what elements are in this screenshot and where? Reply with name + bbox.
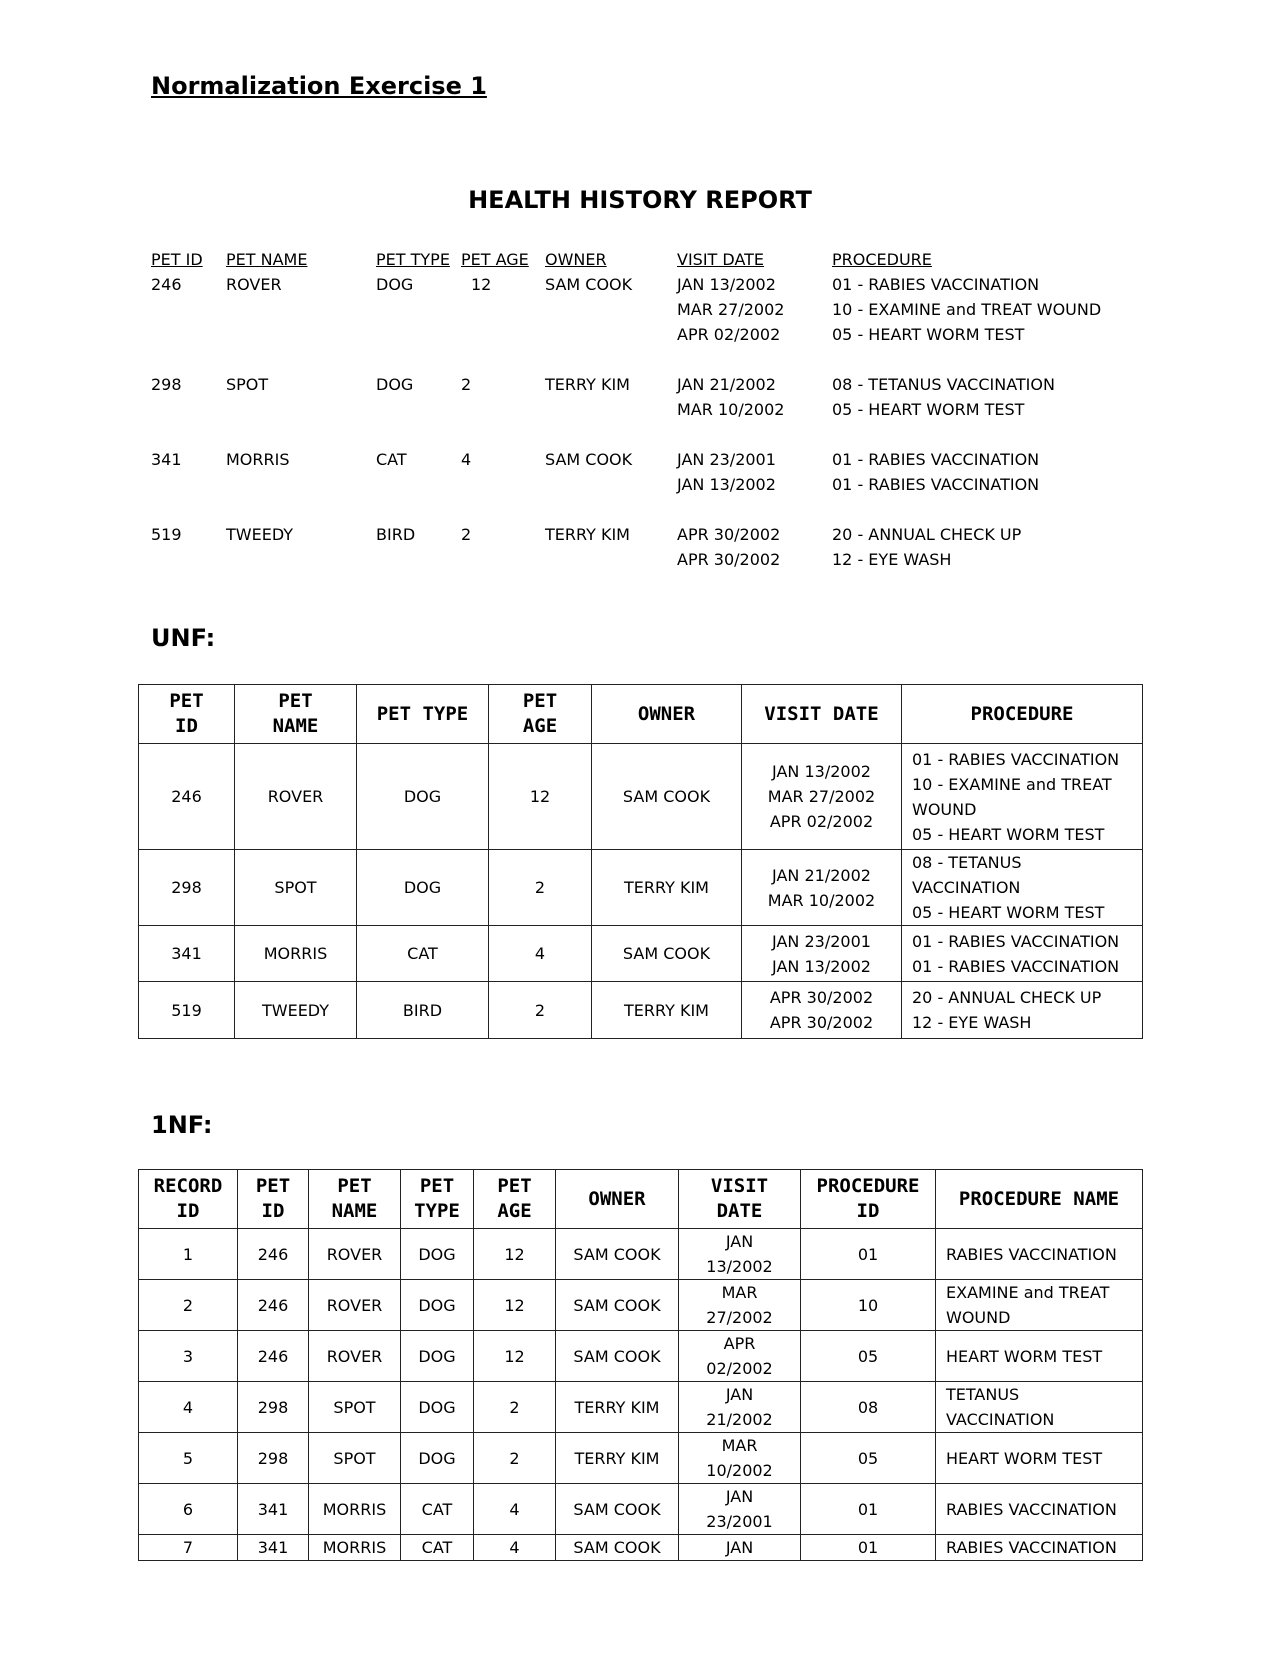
unf-cell-visit-dates [742, 850, 902, 926]
nf1-label: 1NF: [151, 1111, 213, 1139]
unf-cell-visit-dates [742, 926, 902, 982]
nf1-procedure-name: EXAMINE and TREAT [946, 1283, 1110, 1302]
report-pet-name: ROVER [226, 275, 282, 294]
unf-header-text: AGE [522, 715, 558, 737]
nf1-visit-date: MAR [721, 1436, 758, 1455]
unf-visit-date: JAN 23/2001 [772, 931, 871, 951]
report-procedure: 20 - ANNUAL CHECK UP [832, 525, 1022, 544]
unf-cell-pet-id: 246 [139, 744, 235, 850]
report-procedure: 01 - RABIES VACCINATION [832, 450, 1040, 469]
nf1-cell-owner: SAM COOK [556, 1331, 679, 1382]
nf1-header-text: PROCEDURE NAME [958, 1187, 1120, 1210]
nf1-cell-record-id: 5 [139, 1433, 238, 1484]
nf1-row [139, 1331, 1143, 1382]
nf1-cell-pet-type: DOG [401, 1280, 474, 1331]
unf-header-text: PET [278, 690, 313, 712]
nf1-visit-date: JAN [725, 1487, 754, 1506]
unf-header-text: PET [169, 690, 204, 712]
nf1-header-text: PET [337, 1175, 372, 1197]
nf1-cell-pet-age: 12 [474, 1229, 556, 1280]
nf1-header-text: AGE [497, 1200, 532, 1222]
report-header-procedure: PROCEDURE [832, 250, 932, 269]
nf1-cell-visit-date [679, 1229, 801, 1280]
nf1-cell-record-id: 4 [139, 1382, 238, 1433]
report-title: HEALTH HISTORY REPORT [468, 186, 812, 214]
nf1-cell-procedure-id: 05 [801, 1433, 936, 1484]
nf1-row [139, 1280, 1143, 1331]
nf1-visit-date: APR [723, 1334, 756, 1353]
unf-header-cell [489, 685, 592, 744]
nf1-cell-pet-id: 341 [238, 1484, 309, 1535]
report-visit-date: JAN 13/2002 [677, 475, 776, 494]
unf-cell-procedures [902, 982, 1143, 1039]
unf-cell-procedures [902, 850, 1143, 926]
unf-cell-pet-type: BIRD [357, 982, 489, 1039]
unf-header-cell [235, 685, 357, 744]
report-procedure: 08 - TETANUS VACCINATION [832, 375, 1055, 394]
unf-header-cell [357, 685, 489, 744]
unf-header-text: PET [522, 690, 558, 712]
unf-cell-pet-age: 2 [489, 982, 592, 1039]
nf1-cell-pet-id: 246 [238, 1331, 309, 1382]
unf-procedure: 01 - RABIES VACCINATION [912, 956, 1120, 976]
nf1-cell-pet-age: 12 [474, 1331, 556, 1382]
nf1-procedure-name: RABIES VACCINATION [946, 1538, 1117, 1557]
nf1-cell-pet-type: DOG [401, 1331, 474, 1382]
unf-visit-date: APR 02/2002 [769, 812, 874, 831]
unf-visit-date: MAR 27/2002 [767, 787, 876, 806]
nf1-cell-record-id: 6 [139, 1484, 238, 1535]
nf1-cell-pet-id: 341 [238, 1535, 309, 1561]
nf1-cell-owner: SAM COOK [556, 1229, 679, 1280]
report-pet-age: 2 [461, 525, 472, 544]
nf1-header-text: TYPE [414, 1200, 460, 1222]
nf1-cell-procedure-id: 10 [801, 1280, 936, 1331]
unf-cell-procedures [902, 926, 1143, 982]
report-header-pet-id: PET ID [151, 250, 203, 269]
nf1-header-text: PET [497, 1175, 532, 1197]
nf1-header-text: OWNER [588, 1187, 646, 1210]
report-visit-date: MAR 10/2002 [677, 400, 785, 419]
nf1-header-text: NAME [331, 1200, 378, 1222]
nf1-row [139, 1535, 1143, 1561]
unf-procedure: 20 - ANNUAL CHECK UP [912, 988, 1102, 1007]
nf1-cell-pet-name: MORRIS [309, 1484, 401, 1535]
nf1-row [139, 1229, 1143, 1280]
nf1-header-cell [474, 1170, 556, 1229]
nf1-cell-pet-name: ROVER [309, 1331, 401, 1382]
nf1-header-row [139, 1170, 1143, 1229]
report-visit-date: JAN 21/2002 [677, 375, 776, 394]
nf1-procedure-name: WOUND [946, 1308, 1011, 1327]
nf1-header-text: ID [176, 1200, 200, 1222]
nf1-procedure-name: HEART WORM TEST [946, 1346, 1103, 1366]
unf-header-cell [592, 685, 742, 744]
report-pet-id: 341 [151, 450, 182, 469]
unf-table [138, 684, 1143, 1039]
nf1-visit-date: 21/2002 [706, 1410, 773, 1429]
report-visit-date: JAN 23/2001 [677, 450, 776, 469]
nf1-cell-procedure-name [936, 1433, 1143, 1484]
report-header-pet-type: PET TYPE [376, 250, 450, 269]
nf1-visit-date: 02/2002 [706, 1359, 773, 1378]
unf-cell-procedures [902, 744, 1143, 850]
unf-row [139, 926, 1143, 982]
report-visit-date: APR 02/2002 [677, 325, 781, 344]
report-pet-id: 246 [151, 275, 182, 294]
report-header-visit-date: VISIT DATE [677, 250, 765, 269]
nf1-cell-record-id: 7 [139, 1535, 238, 1561]
report-procedure: 10 - EXAMINE and TREAT WOUND [832, 300, 1102, 319]
report-procedure: 01 - RABIES VACCINATION [832, 475, 1040, 494]
unf-cell-pet-name: MORRIS [235, 926, 357, 982]
nf1-cell-pet-id: 298 [238, 1433, 309, 1484]
unf-cell-pet-id: 298 [139, 850, 235, 926]
report-pet-name: SPOT [226, 375, 269, 394]
nf1-cell-record-id: 2 [139, 1280, 238, 1331]
nf1-cell-visit-date [679, 1484, 801, 1535]
report-pet-type: BIRD [376, 525, 416, 544]
unf-visit-date: APR 30/2002 [769, 988, 874, 1007]
unf-row [139, 744, 1143, 850]
nf1-header-text: PROCEDURE [816, 1175, 920, 1197]
nf1-cell-owner: TERRY KIM [556, 1433, 679, 1484]
report-procedure: 05 - HEART WORM TEST [832, 325, 1025, 344]
nf1-cell-pet-id: 246 [238, 1280, 309, 1331]
nf1-row [139, 1484, 1143, 1535]
unf-cell-pet-age: 12 [489, 744, 592, 850]
report-owner: SAM COOK [545, 450, 633, 469]
document-title: Normalization Exercise 1 [151, 72, 487, 100]
nf1-header-text: DATE [716, 1200, 763, 1222]
unf-label: UNF: [151, 624, 216, 652]
unf-header-text: PROCEDURE [970, 702, 1074, 725]
nf1-header-cell [309, 1170, 401, 1229]
nf1-procedure-name: RABIES VACCINATION [946, 1499, 1117, 1519]
nf1-row [139, 1382, 1143, 1433]
report-visit-date: APR 30/2002 [677, 550, 781, 569]
nf1-cell-pet-type: DOG [401, 1433, 474, 1484]
nf1-cell-pet-type: DOG [401, 1382, 474, 1433]
nf1-cell-procedure-id: 01 [801, 1229, 936, 1280]
nf1-cell-procedure-name [936, 1331, 1143, 1382]
nf1-cell-pet-age: 2 [474, 1382, 556, 1433]
nf1-header-cell [556, 1170, 679, 1229]
nf1-header-cell [801, 1170, 936, 1229]
unf-visit-date: JAN 21/2002 [772, 865, 871, 885]
report-pet-id: 298 [151, 375, 182, 394]
nf1-header-text: ID [261, 1200, 285, 1222]
unf-procedure: 05 - HEART WORM TEST [912, 903, 1105, 922]
nf1-cell-procedure-name [936, 1280, 1143, 1331]
nf1-header-text: PET [255, 1175, 291, 1197]
nf1-visit-date: 10/2002 [706, 1461, 773, 1480]
unf-procedure: WOUND [912, 799, 977, 819]
report-pet-type: CAT [376, 450, 407, 469]
nf1-cell-procedure-name [936, 1382, 1143, 1433]
nf1-procedure-name: RABIES VACCINATION [946, 1244, 1117, 1264]
unf-procedure: 12 - EYE WASH [912, 1013, 1032, 1032]
unf-cell-pet-age: 2 [489, 850, 592, 926]
report-pet-name: TWEEDY [226, 525, 294, 544]
unf-cell-pet-name: ROVER [235, 744, 357, 850]
unf-visit-date: APR 30/2002 [769, 1013, 874, 1032]
nf1-procedure-name: HEART WORM TEST [946, 1448, 1103, 1468]
unf-procedure: 01 - RABIES VACCINATION [912, 931, 1120, 951]
nf1-cell-procedure-id: 08 [801, 1382, 936, 1433]
unf-row [139, 982, 1143, 1039]
unf-cell-visit-dates [742, 744, 902, 850]
report-header-owner: OWNER [545, 250, 607, 269]
unf-header-text: OWNER [637, 702, 696, 725]
nf1-cell-record-id: 3 [139, 1331, 238, 1382]
report-pet-age: 2 [461, 375, 472, 394]
nf1-cell-pet-type: CAT [401, 1484, 474, 1535]
nf1-header-cell [936, 1170, 1143, 1229]
nf1-header-text: RECORD [153, 1175, 223, 1197]
nf1-header-text: PET [419, 1175, 455, 1197]
nf1-cell-procedure-name [936, 1535, 1143, 1561]
nf1-header-cell [679, 1170, 801, 1229]
unf-header-cell [742, 685, 902, 744]
unf-cell-pet-name: SPOT [235, 850, 357, 926]
unf-visit-date: JAN 13/2002 [772, 762, 871, 781]
report-procedure: 01 - RABIES VACCINATION [832, 275, 1040, 294]
unf-cell-pet-age: 4 [489, 926, 592, 982]
nf1-cell-procedure-id: 05 [801, 1331, 936, 1382]
nf1-table [138, 1169, 1143, 1561]
unf-row [139, 850, 1143, 926]
unf-cell-pet-id: 341 [139, 926, 235, 982]
nf1-cell-procedure-name [936, 1484, 1143, 1535]
nf1-cell-pet-id: 246 [238, 1229, 309, 1280]
report-pet-type: DOG [376, 375, 414, 394]
nf1-header-cell [139, 1170, 238, 1229]
nf1-procedure-name: VACCINATION [946, 1410, 1055, 1429]
report-procedure: 12 - EYE WASH [832, 550, 952, 569]
nf1-cell-owner: SAM COOK [556, 1280, 679, 1331]
nf1-visit-date: JAN [725, 1232, 754, 1251]
nf1-cell-pet-age: 4 [474, 1535, 556, 1561]
nf1-cell-owner: SAM COOK [556, 1535, 679, 1561]
report-pet-id: 519 [151, 525, 182, 544]
unf-visit-date: JAN 13/2002 [772, 956, 871, 976]
nf1-cell-record-id: 1 [139, 1229, 238, 1280]
unf-cell-owner: TERRY KIM [592, 982, 742, 1039]
nf1-row [139, 1433, 1143, 1484]
nf1-cell-procedure-id: 01 [801, 1484, 936, 1535]
nf1-header-cell [238, 1170, 309, 1229]
nf1-cell-visit-date [679, 1535, 801, 1561]
nf1-visit-date: 27/2002 [706, 1308, 773, 1327]
unf-header-row [139, 685, 1143, 744]
unf-procedure: 08 - TETANUS [912, 853, 1022, 872]
unf-header-text: VISIT DATE [764, 702, 879, 725]
nf1-header-text: VISIT [710, 1175, 769, 1197]
unf-header-text: NAME [272, 715, 319, 737]
nf1-visit-date: JAN [725, 1385, 754, 1404]
unf-header-text: ID [175, 715, 198, 737]
nf1-visit-date: 23/2001 [706, 1512, 773, 1531]
nf1-cell-visit-date [679, 1331, 801, 1382]
unf-procedure: VACCINATION [912, 878, 1021, 897]
unf-cell-pet-type: DOG [357, 744, 489, 850]
report-header-pet-name: PET NAME [226, 250, 308, 269]
nf1-cell-owner: TERRY KIM [556, 1382, 679, 1433]
unf-cell-owner: SAM COOK [592, 744, 742, 850]
nf1-cell-pet-id: 298 [238, 1382, 309, 1433]
report-pet-name: MORRIS [226, 450, 290, 469]
unf-procedure: 01 - RABIES VACCINATION [912, 749, 1120, 769]
report-owner: TERRY KIM [545, 375, 630, 394]
unf-cell-owner: SAM COOK [592, 926, 742, 982]
unf-cell-pet-type: CAT [357, 926, 489, 982]
report-owner: TERRY KIM [545, 525, 630, 544]
unf-visit-date: MAR 10/2002 [767, 890, 876, 910]
nf1-cell-pet-type: CAT [401, 1535, 474, 1561]
nf1-cell-pet-type: DOG [401, 1229, 474, 1280]
nf1-cell-pet-name: SPOT [309, 1433, 401, 1484]
report-visit-date: MAR 27/2002 [677, 300, 785, 319]
nf1-visit-date: MAR [721, 1283, 758, 1302]
nf1-cell-visit-date [679, 1382, 801, 1433]
unf-header-cell [902, 685, 1143, 744]
nf1-cell-pet-name: ROVER [309, 1229, 401, 1280]
report-pet-age: 12 [471, 275, 492, 294]
nf1-cell-pet-age: 2 [474, 1433, 556, 1484]
unf-procedure: 10 - EXAMINE and TREAT [912, 774, 1112, 794]
nf1-cell-owner: SAM COOK [556, 1484, 679, 1535]
nf1-cell-pet-age: 12 [474, 1280, 556, 1331]
report-visit-date: JAN 13/2002 [677, 275, 776, 294]
nf1-cell-pet-name: MORRIS [309, 1535, 401, 1561]
unf-header-text: PET TYPE [376, 702, 469, 725]
nf1-visit-date: JAN [725, 1538, 754, 1557]
report-header-pet-age: PET AGE [461, 250, 529, 269]
unf-cell-visit-dates [742, 982, 902, 1039]
nf1-cell-visit-date [679, 1280, 801, 1331]
report-pet-type: DOG [376, 275, 414, 294]
nf1-procedure-name: TETANUS [946, 1385, 1020, 1404]
report-procedure: 05 - HEART WORM TEST [832, 400, 1025, 419]
nf1-visit-date: 13/2002 [706, 1257, 773, 1276]
unf-cell-owner: TERRY KIM [592, 850, 742, 926]
nf1-header-cell [401, 1170, 474, 1229]
unf-cell-pet-id: 519 [139, 982, 235, 1039]
nf1-cell-procedure-name [936, 1229, 1143, 1280]
nf1-cell-procedure-id: 01 [801, 1535, 936, 1561]
report-pet-age: 4 [461, 450, 472, 469]
unf-header-cell [139, 685, 235, 744]
nf1-cell-pet-name: SPOT [309, 1382, 401, 1433]
report-owner: SAM COOK [545, 275, 633, 294]
report-visit-date: APR 30/2002 [677, 525, 781, 544]
nf1-cell-pet-name: ROVER [309, 1280, 401, 1331]
unf-cell-pet-type: DOG [357, 850, 489, 926]
nf1-cell-visit-date [679, 1433, 801, 1484]
nf1-cell-pet-age: 4 [474, 1484, 556, 1535]
unf-cell-pet-name: TWEEDY [235, 982, 357, 1039]
unf-procedure: 05 - HEART WORM TEST [912, 824, 1105, 844]
nf1-header-text: ID [856, 1200, 880, 1222]
